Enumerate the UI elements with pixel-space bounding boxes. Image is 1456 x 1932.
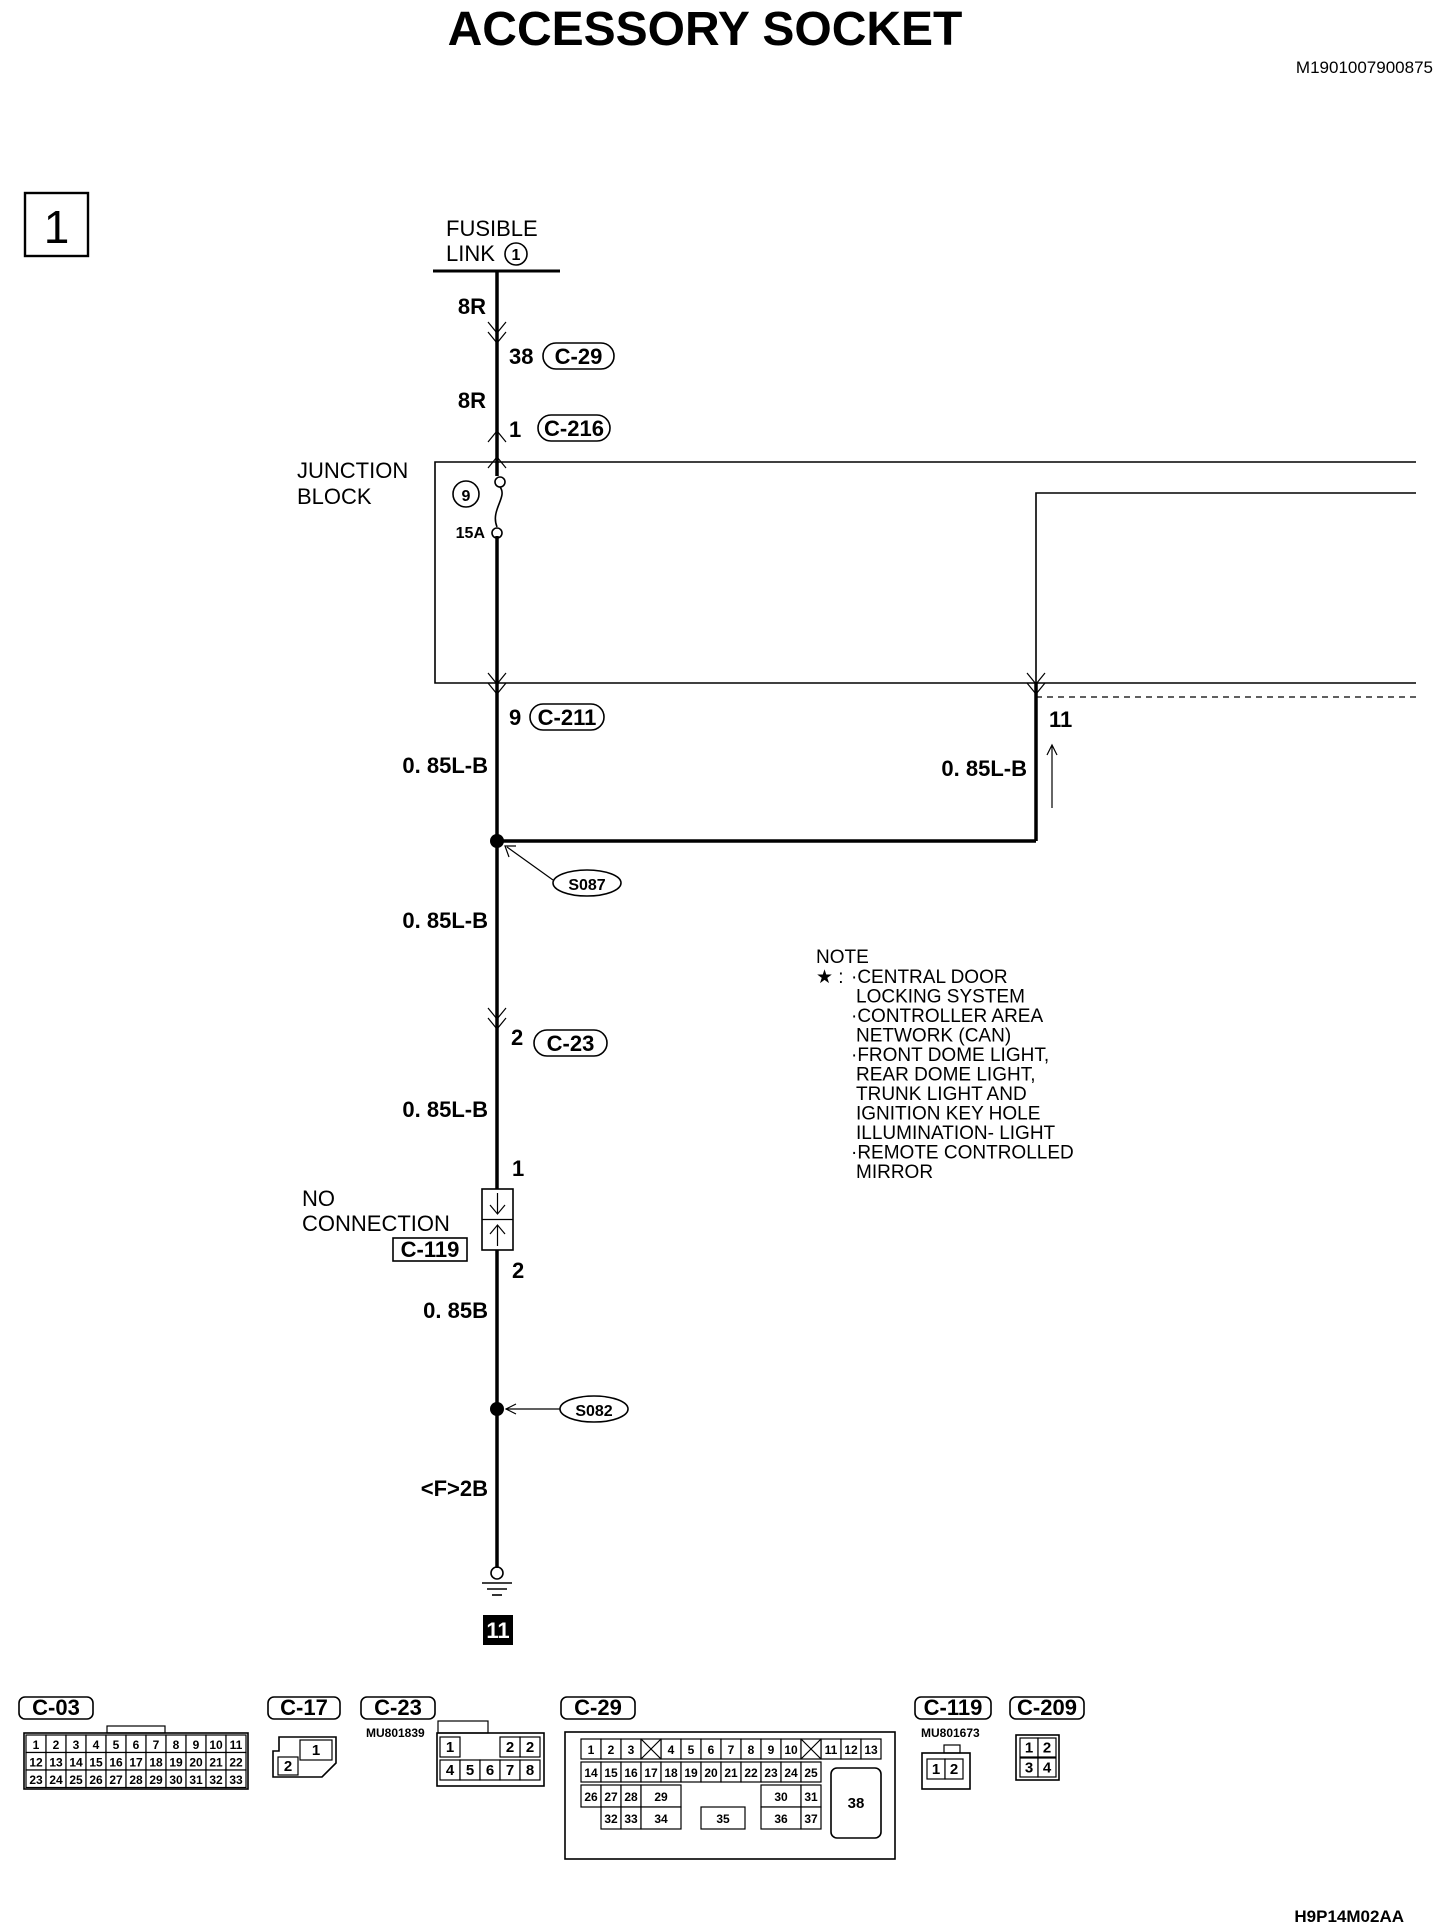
wire-label-5: 0. 85L-B bbox=[402, 908, 488, 933]
connector-c23-pin: 2 bbox=[511, 1025, 524, 1050]
connector-view-c03-pin: 1 bbox=[32, 1737, 40, 1752]
junction-block-label-2: BLOCK bbox=[297, 484, 372, 509]
connector-view-c29-pin: 26 bbox=[584, 1790, 598, 1804]
connector-view-c29-pin: 11 bbox=[824, 1743, 838, 1757]
connector-view-c03-pin: 19 bbox=[169, 1755, 183, 1770]
connector-view-c29-pin: 1 bbox=[587, 1743, 595, 1757]
connector-view-c119-latch bbox=[944, 1745, 960, 1753]
connector-view-c29-pin: 24 bbox=[784, 1766, 798, 1780]
wire-label-7: 0. 85B bbox=[423, 1298, 488, 1323]
connector-view-c03-pin: 13 bbox=[49, 1755, 63, 1770]
connector-view-c23-pin: 4 bbox=[445, 1762, 455, 1779]
connector-view-c03-pin: 27 bbox=[109, 1772, 123, 1787]
connector-view-c119-part: MU801673 bbox=[921, 1726, 980, 1740]
connector-view-c29-pin: 25 bbox=[804, 1766, 818, 1780]
connector-c29-pin: 38 bbox=[509, 344, 534, 369]
note-line: REAR DOME LIGHT, bbox=[856, 1064, 1036, 1086]
connector-view-c29-big-pin: 38 bbox=[847, 1795, 865, 1812]
splice-s087-dot bbox=[490, 834, 504, 848]
connector-view-c29-pin: 15 bbox=[604, 1766, 618, 1780]
connector-view-c23-pin: 1 bbox=[445, 1739, 455, 1756]
connector-view-c03-pin: 3 bbox=[72, 1737, 80, 1752]
connector-view-c03-pin: 20 bbox=[189, 1755, 203, 1770]
connector-view-c29-pin: 5 bbox=[687, 1743, 695, 1757]
connector-view-c29-pin: 6 bbox=[707, 1743, 715, 1757]
connector-view-c03-pin: 23 bbox=[29, 1772, 43, 1787]
connector-c119-id: C-119 bbox=[400, 1237, 460, 1262]
connector-view-c03-pin: 2 bbox=[52, 1737, 60, 1752]
connector-view-c29-pin: 3 bbox=[627, 1743, 635, 1757]
connector-view-c209-pin: 3 bbox=[1024, 1759, 1034, 1777]
wire-label-2: 8R bbox=[457, 388, 486, 413]
connector-view-c29-pin: 19 bbox=[684, 1766, 698, 1780]
connector-view-c03-pin: 8 bbox=[172, 1737, 180, 1752]
connector-view-c03-pin: 22 bbox=[229, 1755, 243, 1770]
page-box-number: 1 bbox=[43, 201, 70, 253]
note-line: LOCKING SYSTEM bbox=[856, 986, 1025, 1008]
junction-block-inner-line bbox=[1036, 493, 1416, 683]
connector-view-c03-pin: 7 bbox=[152, 1737, 160, 1752]
connector-view-c03-pin: 18 bbox=[149, 1755, 163, 1770]
wire-label-6: 0. 85L-B bbox=[402, 1097, 488, 1122]
connector-view-c29-pin: 35 bbox=[716, 1812, 730, 1826]
connector-view-c03-pin: 17 bbox=[129, 1755, 143, 1770]
connector-view-c119-tag-label: C-119 bbox=[923, 1695, 983, 1720]
connector-c211-id: C-211 bbox=[537, 705, 597, 730]
connector-view-c209-pin: 2 bbox=[1042, 1739, 1052, 1757]
document-id: M1901007900875 bbox=[1295, 58, 1433, 77]
connector-c29-id: C-29 bbox=[554, 344, 603, 369]
connector-view-c23-latch bbox=[438, 1721, 488, 1733]
connector-view-c29-pin: 17 bbox=[644, 1766, 658, 1780]
wire-label-4: 0. 85L-B bbox=[941, 756, 1027, 781]
connector-view-c23-pin: 8 bbox=[525, 1762, 535, 1779]
connector-view-c29-pin: 18 bbox=[664, 1766, 678, 1780]
note-line: ILLUMINATION- LIGHT bbox=[856, 1123, 1056, 1144]
connector-view-c29-pin: 20 bbox=[704, 1766, 718, 1780]
no-connection-label-2: CONNECTION bbox=[302, 1211, 450, 1236]
connector-view-c03-pin: 25 bbox=[69, 1772, 83, 1787]
connector-view-c03-pin: 12 bbox=[29, 1755, 43, 1770]
junction-block-label-1: JUNCTION bbox=[297, 458, 409, 483]
fuse-number: 9 bbox=[461, 488, 471, 505]
fusible-link-number: 1 bbox=[511, 247, 521, 264]
wire-label-1: 8R bbox=[457, 294, 486, 319]
note-line: MIRROR bbox=[856, 1162, 934, 1183]
connector-view-c29-pin: 16 bbox=[624, 1766, 638, 1780]
note-line: NETWORK (CAN) bbox=[856, 1025, 1012, 1047]
connector-view-c29-pin: 27 bbox=[604, 1790, 618, 1804]
connector-view-c03-pin: 21 bbox=[209, 1755, 223, 1770]
connector-view-c29-pin: 23 bbox=[764, 1766, 778, 1780]
branch-pin: 11 bbox=[1049, 707, 1073, 732]
connector-view-c29-pin: 31 bbox=[804, 1790, 818, 1804]
connector-view-c29-pin: 2 bbox=[607, 1743, 615, 1757]
splice-s087-label: S087 bbox=[568, 877, 606, 894]
note-line: TRUNK LIGHT AND bbox=[856, 1084, 1027, 1105]
connector-view-c23-pin: 7 bbox=[505, 1762, 515, 1779]
connector-c119-pin-bottom: 2 bbox=[512, 1258, 525, 1283]
connector-view-c29-pin: 36 bbox=[774, 1812, 788, 1826]
connector-view-c03-pin: 9 bbox=[192, 1737, 200, 1752]
connector-c216-id: C-216 bbox=[544, 416, 604, 441]
connector-c119-pin-top: 1 bbox=[512, 1156, 525, 1181]
connector-c211-pin: 9 bbox=[509, 705, 522, 730]
connector-view-c03-pin: 14 bbox=[69, 1755, 83, 1770]
connector-view-c03-latch bbox=[107, 1726, 165, 1733]
connector-view-c17-pin: 1 bbox=[311, 1742, 321, 1759]
ground-terminal bbox=[491, 1567, 503, 1579]
connector-view-c03-pin: 30 bbox=[169, 1772, 183, 1787]
connector-view-c03-pin: 29 bbox=[149, 1772, 163, 1787]
connector-view-c17-pin: 2 bbox=[283, 1758, 293, 1775]
connector-view-c03-pin: 10 bbox=[209, 1737, 223, 1752]
connector-view-c03-pin: 28 bbox=[129, 1772, 143, 1787]
fuse-rating: 15A bbox=[455, 525, 485, 542]
note-lines bbox=[851, 967, 1074, 1183]
figure-code: H9P14M02AA bbox=[1294, 1907, 1404, 1926]
connector-view-c03-pin: 6 bbox=[132, 1737, 140, 1752]
connector-view-c23-pin: 2 bbox=[525, 1739, 535, 1756]
connector-view-c29-pin: 34 bbox=[654, 1812, 668, 1826]
connector-view-c17-tag-label: C-17 bbox=[280, 1695, 328, 1720]
connector-view-c29-pin: 9 bbox=[767, 1743, 775, 1757]
connector-view-c03-pin: 16 bbox=[109, 1755, 123, 1770]
ground-point-number: 11 bbox=[486, 1618, 510, 1643]
connector-view-c29-pin: 32 bbox=[604, 1812, 618, 1826]
note-marker: ★ : bbox=[816, 967, 844, 988]
connector-view-c29-pin: 7 bbox=[727, 1743, 735, 1757]
wire-label-3: 0. 85L-B bbox=[402, 753, 488, 778]
connector-view-c03-pin: 33 bbox=[229, 1772, 243, 1787]
connector-view-c23-tag-label: C-23 bbox=[374, 1695, 422, 1720]
splice-s087-pointer bbox=[507, 847, 553, 880]
connector-view-c29-pin: 12 bbox=[844, 1743, 858, 1757]
splice-s087-pointer-head bbox=[505, 846, 516, 857]
connector-view-c03-pin: 24 bbox=[49, 1772, 63, 1787]
connector-view-c29-pin: 22 bbox=[744, 1766, 758, 1780]
connector-c216-pin: 1 bbox=[509, 417, 522, 442]
connector-view-c119-pin: 1 bbox=[931, 1761, 941, 1778]
connector-view-c29-pin: 37 bbox=[804, 1812, 818, 1826]
note-line: ·CONTROLLER AREA bbox=[851, 1006, 1044, 1027]
connector-view-c29-pin: 14 bbox=[584, 1766, 598, 1780]
connector-view-c29-pin: 10 bbox=[784, 1743, 798, 1757]
connector-view-c29-tag-label: C-29 bbox=[574, 1695, 622, 1720]
connector-view-c23-pin: 6 bbox=[485, 1762, 495, 1779]
connector-view-c03-pin: 26 bbox=[89, 1772, 103, 1787]
connector-view-c03-pin: 4 bbox=[92, 1737, 100, 1752]
connector-view-c03-tag-label: C-03 bbox=[32, 1695, 80, 1720]
connector-view-c119-pin: 2 bbox=[949, 1761, 959, 1778]
connector-view-c29-pin: 21 bbox=[724, 1766, 738, 1780]
note-line: ·CENTRAL DOOR bbox=[851, 967, 1008, 988]
fusible-link-label-1: FUSIBLE bbox=[446, 216, 538, 241]
connector-views bbox=[19, 1695, 1084, 1859]
note-line: IGNITION KEY HOLE bbox=[856, 1103, 1041, 1125]
connector-view-c29-pin: 4 bbox=[667, 1743, 675, 1757]
note-line: ·FRONT DOME LIGHT, bbox=[851, 1045, 1050, 1066]
connector-view-c29-pin: 13 bbox=[864, 1743, 878, 1757]
connector-view-c29-pin: 33 bbox=[624, 1812, 638, 1826]
connector-view-c29-pin: 28 bbox=[624, 1790, 638, 1804]
note-line: ·REMOTE CONTROLLED bbox=[851, 1142, 1074, 1164]
no-connection-label-1: NO bbox=[302, 1186, 335, 1211]
connector-view-c03-pin: 11 bbox=[229, 1737, 243, 1752]
connector-view-c03-pin: 31 bbox=[189, 1772, 203, 1787]
diagram-title: ACCESSORY SOCKET bbox=[447, 3, 963, 56]
connector-view-c23-x-pin: 2 bbox=[505, 1739, 515, 1756]
connector-view-c209-tag-label: C-209 bbox=[1017, 1695, 1077, 1720]
connector-view-c209-pin: 1 bbox=[1024, 1739, 1034, 1757]
junction-block-outline bbox=[435, 462, 1416, 683]
connector-view-c29-pin: 29 bbox=[654, 1790, 668, 1804]
connector-c23-id: C-23 bbox=[546, 1031, 595, 1056]
connector-view-c209-pin: 4 bbox=[1042, 1759, 1052, 1777]
connector-view-c03-pin: 15 bbox=[89, 1755, 103, 1770]
connector-view-c23-part: MU801839 bbox=[366, 1726, 425, 1740]
note-heading: NOTE bbox=[816, 947, 869, 968]
connector-view-c03-pin: 32 bbox=[209, 1772, 223, 1787]
splice-s082-label: S082 bbox=[575, 1403, 613, 1420]
splice-s082-dot bbox=[490, 1402, 504, 1416]
fusible-link-label-2: LINK bbox=[446, 241, 495, 266]
connector-view-c29-pin: 8 bbox=[747, 1743, 755, 1757]
connector-view-c03-pin: 5 bbox=[112, 1737, 120, 1752]
connector-view-c29-pin: 30 bbox=[774, 1790, 788, 1804]
connector-view-c23-pin: 5 bbox=[465, 1762, 475, 1779]
wire-label-8: <F>2B bbox=[420, 1476, 488, 1501]
